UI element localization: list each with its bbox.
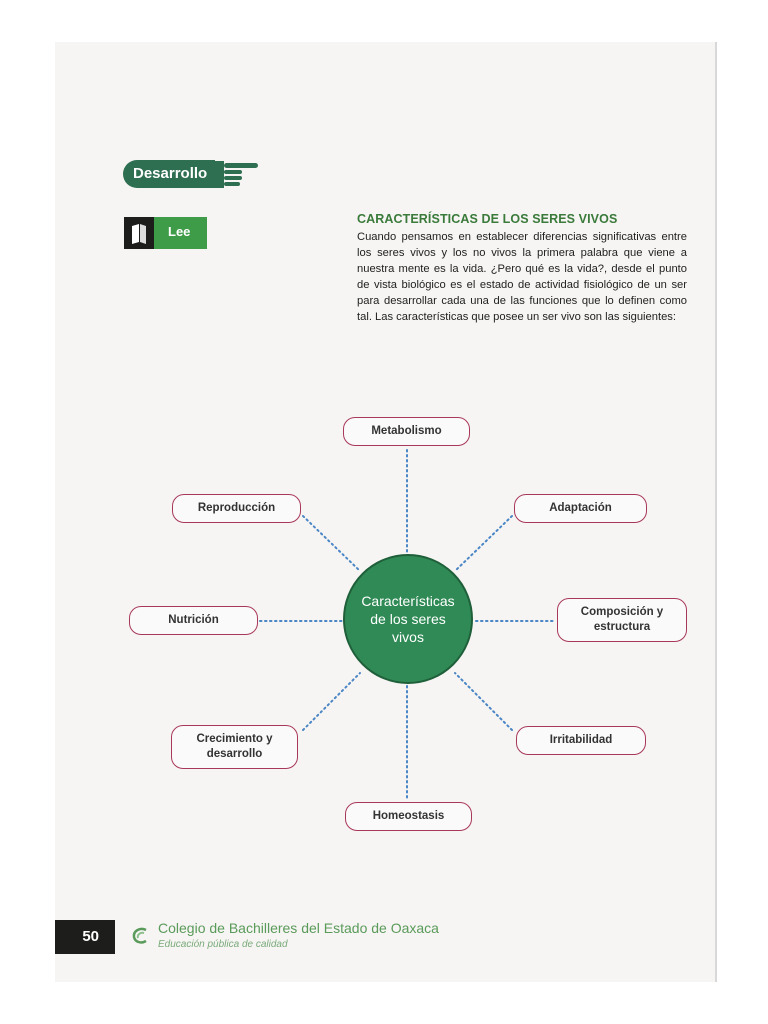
section-label-desarrollo: Desarrollo (123, 160, 215, 188)
connector-irritabilidad (455, 673, 512, 730)
article-title: CARACTERÍSTICAS DE LOS SERES VIVOS (357, 212, 618, 226)
node-crecimiento: Crecimiento y desarrollo (171, 725, 298, 769)
node-irritabilidad: Irritabilidad (516, 726, 646, 755)
center-node (343, 554, 473, 684)
node-composicion: Composición y estructura (557, 598, 687, 642)
connector-reproduccion (303, 516, 360, 571)
page-number: 50 (55, 920, 115, 954)
connector-adaptacion (455, 516, 512, 571)
connector-crecimiento (303, 673, 360, 730)
footer-tagline: Educación pública de calidad (158, 939, 288, 950)
node-homeostasis: Homeostasis (345, 802, 472, 831)
cobao-logo-icon (130, 925, 152, 947)
node-adaptacion: Adaptación (514, 494, 647, 523)
node-nutricion: Nutrición (129, 606, 258, 635)
node-metabolismo: Metabolismo (343, 417, 470, 446)
article-body: Cuando pensamos en establecer diferencias significativas entre los seres vivos y los no vivos la primera palabra que viene a nuestra mente es la vida. ¿Pero qué es la vida?, desde el punto de vista biológico es el estado de actividad fisiológico de un ser para desarrollar cada una de las funciones que lo definen como tal. Las características que posee un ser vivo son las siguientes: (357, 231, 687, 323)
lee-label: Lee (168, 224, 191, 239)
footer-institution: Colegio de Bachilleres del Estado de Oaxaca (158, 920, 439, 936)
center-label: Características de los seres vivos (361, 593, 455, 645)
node-reproduccion: Reproducción (172, 494, 301, 523)
